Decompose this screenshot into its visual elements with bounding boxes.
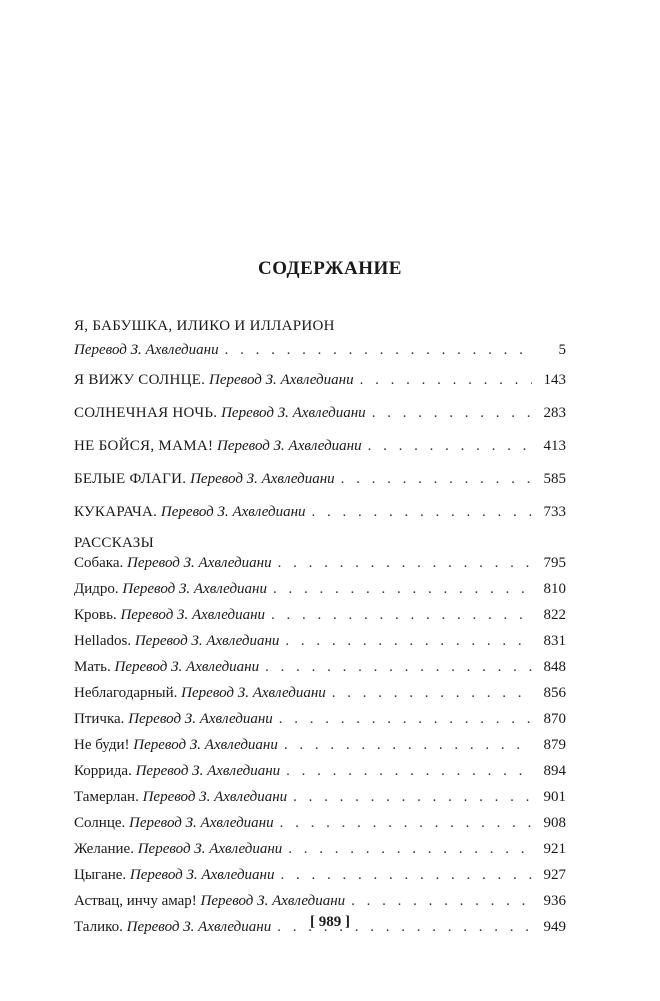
toc-entry-page: 848 bbox=[543, 659, 566, 675]
toc-entry-page: 936 bbox=[543, 893, 566, 909]
toc-entry bbox=[74, 372, 566, 405]
toc-entry-translator: Перевод З. Ахвледиани bbox=[221, 405, 366, 421]
toc-entry-translator: Перевод З. Ахвледиани bbox=[127, 555, 272, 571]
toc-entry-title: Я ВИЖУ СОЛНЦЕ. bbox=[74, 372, 206, 388]
toc-entry-title: Талико. bbox=[74, 919, 123, 935]
toc-entry bbox=[74, 555, 566, 581]
toc-entry-page: 413 bbox=[543, 438, 566, 454]
toc-entry-page: 894 bbox=[543, 763, 566, 779]
page-number: [ 989 ] bbox=[310, 914, 350, 930]
toc-entry-title: КУКАРАЧА. bbox=[74, 504, 158, 520]
toc-entry bbox=[74, 789, 566, 815]
toc-entry bbox=[74, 815, 566, 841]
dot-leader bbox=[288, 841, 532, 856]
toc-entry-page: 870 bbox=[543, 711, 566, 727]
toc-entry-page: 585 bbox=[543, 471, 566, 487]
toc-entry-translator: Перевод З. Ахвледиани bbox=[217, 438, 362, 454]
toc-entry bbox=[74, 711, 566, 737]
toc-entry-translator: Перевод З. Ахвледиани bbox=[135, 763, 281, 779]
toc-entry-page: 733 bbox=[543, 504, 566, 520]
toc-entry-title: Мать. bbox=[74, 659, 111, 675]
toc-entry bbox=[74, 607, 566, 633]
toc-entry bbox=[74, 763, 566, 789]
toc-entry-title: Солнце. bbox=[74, 815, 126, 831]
toc-entry-translator: Перевод З. Ахвледиани bbox=[129, 867, 275, 883]
toc-entry-title: Я, БАБУШКА, ИЛИКО И ИЛЛАРИОН bbox=[74, 318, 335, 334]
toc-entry-title: Коррида. bbox=[74, 763, 132, 779]
toc-entry bbox=[74, 841, 566, 867]
toc-entry-title: БЕЛЫЕ ФЛАГИ. bbox=[74, 471, 187, 487]
dot-leader bbox=[278, 555, 532, 570]
toc-entry-title: Неблагодарный. bbox=[74, 685, 178, 701]
dot-leader bbox=[265, 659, 532, 674]
dot-leader bbox=[351, 893, 532, 908]
toc-entry-translator: Перевод З. Ахвледиани bbox=[208, 372, 354, 388]
toc-entry-translator: Перевод З. Ахвледиани bbox=[181, 685, 326, 701]
dot-leader bbox=[332, 685, 532, 700]
toc-entry-title: Птичка. bbox=[74, 711, 125, 727]
toc-entry-translator: Перевод З. Ахвледиани bbox=[190, 471, 335, 487]
toc-novels bbox=[74, 372, 566, 537]
section-heading-stories: РАССКАЗЫ bbox=[74, 535, 154, 551]
toc-entry-translator: Перевод З. Ахвледиани bbox=[122, 581, 267, 597]
dot-leader bbox=[360, 372, 532, 387]
dot-leader bbox=[279, 711, 532, 726]
toc-entry-translator: Перевод З. Ахвледиани bbox=[137, 841, 283, 857]
toc-entry-page: 795 bbox=[543, 555, 566, 571]
toc-entry-page: 879 bbox=[543, 737, 566, 753]
toc-entry-title: Кровь. bbox=[74, 607, 117, 623]
toc-entry-translator: Перевод З. Ахвледиани bbox=[114, 659, 260, 675]
dot-leader bbox=[273, 581, 532, 596]
dot-leader bbox=[284, 737, 532, 752]
dot-leader bbox=[286, 763, 532, 778]
toc-entry bbox=[74, 504, 566, 537]
dot-leader bbox=[225, 342, 532, 357]
toc-entry-page: 901 bbox=[543, 789, 566, 805]
dot-leader bbox=[293, 789, 532, 804]
toc-entry-page: 831 bbox=[543, 633, 566, 649]
toc-entry bbox=[74, 581, 566, 607]
toc-entry-title: Собака. bbox=[74, 555, 124, 571]
toc-entry-title: НЕ БОЙСЯ, МАМА! bbox=[74, 438, 214, 454]
toc-entry bbox=[74, 685, 566, 711]
dot-leader bbox=[312, 504, 532, 519]
page-title: СОДЕРЖАНИЕ bbox=[258, 258, 402, 279]
dot-leader bbox=[341, 471, 532, 486]
toc-entry-title: Аствац, инчу амар! bbox=[74, 893, 197, 909]
toc-entry-page: 921 bbox=[543, 841, 566, 857]
toc-entry-title: Тамерлан. bbox=[74, 789, 139, 805]
toc-entry-page: 283 bbox=[543, 405, 566, 421]
toc-entry-page: 143 bbox=[543, 372, 566, 388]
toc-entry-page: 908 bbox=[543, 815, 566, 831]
toc-entry bbox=[74, 471, 566, 504]
toc-entry-first bbox=[74, 318, 566, 368]
toc-entry-page: 927 bbox=[543, 867, 566, 883]
toc-entry-page: 5 bbox=[558, 342, 566, 358]
dot-leader bbox=[281, 867, 533, 882]
toc-entry-translator: Перевод З. Ахвледиани bbox=[142, 789, 288, 805]
toc-entry bbox=[74, 405, 566, 438]
toc-entry-translator: Перевод З. Ахвледиани bbox=[126, 919, 272, 935]
toc-entry-translator: Перевод З. Ахвледиани bbox=[200, 893, 346, 909]
toc-entry-translator: Перевод З. Ахвледиани bbox=[120, 607, 266, 623]
toc-entry-title: Цыгане. bbox=[74, 867, 127, 883]
toc-entry bbox=[74, 633, 566, 659]
dot-leader bbox=[372, 405, 532, 420]
toc-entry-title: Дидро. bbox=[74, 581, 119, 597]
toc-entry-translator: Перевод З. Ахвледиани bbox=[160, 504, 306, 520]
toc-entry-translator: Перевод З. Ахвледиани bbox=[128, 711, 273, 727]
toc-entry bbox=[74, 737, 566, 763]
toc-entry bbox=[74, 867, 566, 893]
dot-leader bbox=[285, 633, 532, 648]
toc-entry-translator: Перевод З. Ахвледиани bbox=[74, 342, 219, 358]
toc-entry-page: 810 bbox=[543, 581, 566, 597]
toc-entry-translator: Перевод З. Ахвледиани bbox=[134, 633, 280, 649]
toc-entry-page: 856 bbox=[543, 685, 566, 701]
toc-entry-translator: Перевод З. Ахвледиани bbox=[129, 815, 274, 831]
toc-entry-title: СОЛНЕЧНАЯ НОЧЬ. bbox=[74, 405, 218, 421]
dot-leader bbox=[280, 815, 532, 830]
toc-entry-title: Hellados. bbox=[74, 633, 132, 649]
toc-entry-translator: Перевод З. Ахвледиани bbox=[133, 737, 278, 753]
toc-entry-title: Не буди! bbox=[74, 737, 130, 753]
toc-stories bbox=[74, 535, 566, 945]
dot-leader bbox=[368, 438, 532, 453]
toc-entry bbox=[74, 438, 566, 471]
dot-leader bbox=[271, 607, 532, 622]
toc-entry-page: 822 bbox=[543, 607, 566, 623]
toc-entry bbox=[74, 659, 566, 685]
toc-entry-title: Желание. bbox=[74, 841, 134, 857]
toc-entry-page: 949 bbox=[543, 919, 566, 935]
